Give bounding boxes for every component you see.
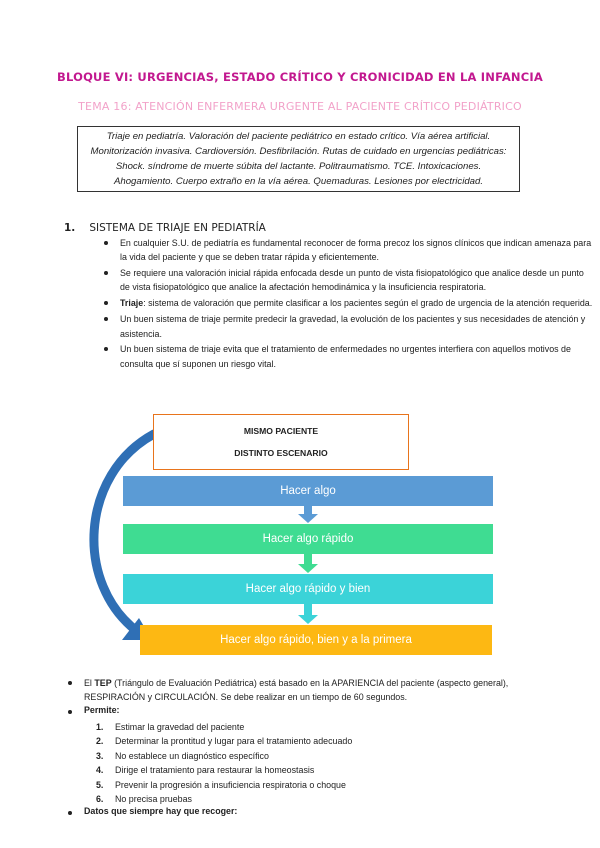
step-box-1: Hacer algo [123,476,493,506]
context-box [153,414,409,470]
bullet-icon [68,710,72,714]
step-box-4: Hacer algo rápido, bien y a la primera [140,625,492,655]
keywords-line: Monitorización invasiva. Cardioversión. Desfibrilación. Rutas de cuidado en urgencias pediátricas: [90,146,507,157]
context-line: MISMO PACIENTE [243,426,319,436]
permite-numbered-list [96,720,352,806]
step-box-3: Hacer algo rápido y bien [123,574,493,604]
list-item: Un buen sistema de triaje permite predecir la gravedad, la evolución de los pacientes y sus necesidades de atención y asistencia. [100,312,594,341]
step-box-2: Hacer algo rápido [123,524,493,554]
keywords-line: Triaje en pediatría. Valoración del paciente pediátrico en estado crítico. Vía aérea artificial. [106,131,491,142]
list-item: En cualquier S.U. de pediatría es fundamental reconocer de forma precoz los signos clínicos que indican amenaza para la vida del paciente y que se deben tratar rápida y eficientemente. [100,236,594,265]
list-item: Triaje: sistema de valoración que permite clasificar a los pacientes según el grado de urgencia de la atención requerida. [100,296,594,310]
down-arrow-icon [298,506,318,523]
list-item: 6. No precisa pruebas [96,794,192,805]
list-item: 4. Dirige el tratamiento para restaurar la homeostasis [96,765,315,776]
down-arrow-icon [298,604,318,624]
down-arrow-icon [298,554,318,573]
triage-diagram [60,414,560,664]
bullet-icon [68,681,72,685]
keywords-line: Shock. síndrome de muerte súbita del lactante. Politraumatismo. TCE. Intoxicaciones. [115,161,482,172]
section-heading [64,222,266,234]
list-item: 5. Prevenir la progresión a insuficiencia respiratoria o choque [96,779,346,790]
section-number: 1. [64,222,76,234]
list-item: 1. Estimar la gravedad del paciente [96,722,245,732]
block-title: BLOQUE VI: URGENCIAS, ESTADO CRÍTICO Y CRONICIDAD EN LA INFANCIA [57,70,543,84]
context-line: DISTINTO ESCENARIO [234,448,328,458]
list-item: Se requiere una valoración inicial rápida enfocada desde un punto de vista fisiopatológico que analice desde un punto de vista fisiopatológico que analice la afectación hemodinámica y la insuficiencia respiratoria. [100,266,594,295]
permite-heading: Permite: [64,705,120,715]
bullet-icon [68,811,72,815]
triage-bullet-list [100,236,594,373]
list-item: Un buen sistema de triaje evita que el tratamiento de enfermedades no urgentes interfiera con aquellos motivos de consulta que sí suponen un riesgo vital. [100,342,594,371]
datos-heading: Datos que siempre hay que recoger: [64,806,237,816]
tep-paragraph: El TEP (Triángulo de Evaluación Pediátrica) está basado en la APARIENCIA del paciente (aspecto general), RESPIRACIÓN y CIRCULACIÓN. Se debe realizar en un tiempo de 60 segundos. [64,676,594,704]
keywords-box [77,126,520,192]
keywords-line: Ahogamiento. Cuerpo extraño en la vía aérea. Quemaduras. Lesiones por electricidad. [113,176,484,187]
list-item: 3. No establece un diagnóstico específico [96,750,269,761]
topic-title: TEMA 16: ATENCIÓN ENFERMERA URGENTE AL PACIENTE CRÍTICO PEDIÁTRICO [78,100,522,113]
list-item: 2. Determinar la prontitud y lugar para el tratamiento adecuado [96,736,353,747]
tep-term: TEP [94,678,112,688]
section-title: SISTEMA DE TRIAJE EN PEDIATRÍA [89,222,266,234]
triage-term: Triaje [120,298,144,309]
